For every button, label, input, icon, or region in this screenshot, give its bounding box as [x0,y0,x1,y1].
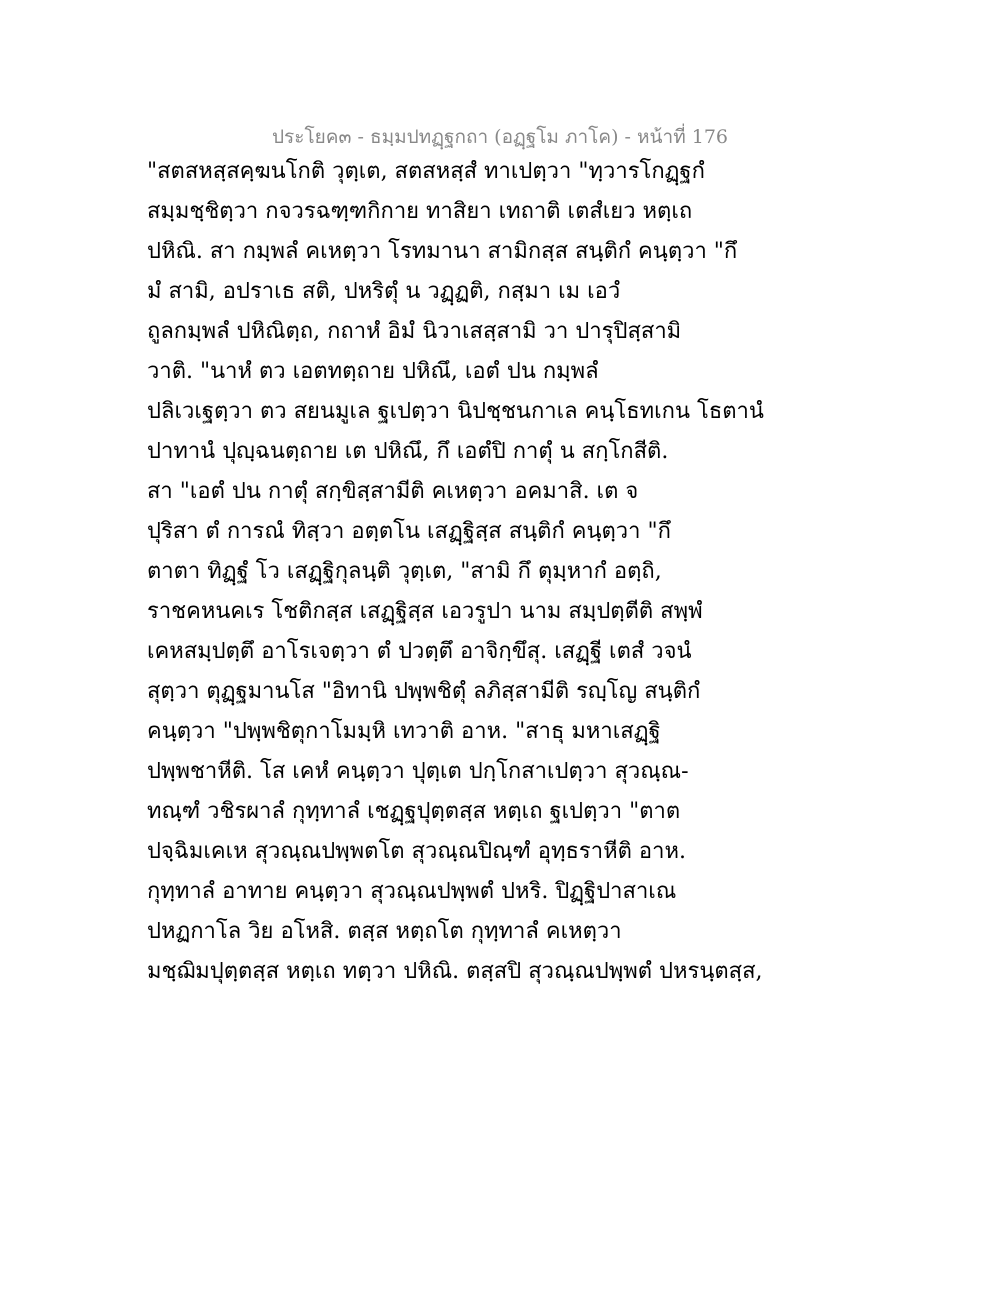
text-line: สมฺมชฺชิตฺวา กจวรฉฑฺฑกิกาย ทาสิยา เทถาติ เตสํเยว หตฺเถ [147,199,693,224]
text-line: "สตสหสฺสคฺฆนโกติ วุตฺเต, สตสหสฺสํ ทาเปตฺวา "ทฺวารโกฏฺฐกํ [147,159,705,184]
body-text [147,152,764,992]
text-line: สา "เอตํ ปน กาตุํ สกฺขิสฺสามีติ คเหตฺวา อคมาสิ. เต จ [147,479,639,504]
text-line: ทณฺฑํ วชิรผาลํ กุทฺทาลํ เชฏฺฐปุตฺตสฺส หตฺเถ ฐเปตฺวา "ตาต [147,799,681,824]
text-line: สุตฺวา ตุฏฺฐมานโส "อิทานิ ปพฺพชิตุํ ลภิสฺสามีติ รญฺโญ สนฺติกํ [147,679,701,704]
text-line: ปหิณิ. สา กมฺพลํ คเหตฺวา โรทมานา สามิกสฺส สนฺติกํ คนฺตฺวา "กึ [147,239,738,264]
text-line: ปุริสา ตํ การณํ ทิสฺวา อตฺตโน เสฏฺฐิสฺส สนฺติกํ คนฺตฺวา "กึ [147,519,671,544]
running-header: ประโยค๓ - ธมฺมปทฏฺฐกถา (อฏฺฐโม ภาโค) - หน้าที่ 176 [271,126,729,148]
text-line: ปจฺฉิมเคเห สุวณฺณปพฺพตโต สุวณฺณปิณฺฑํ อุทฺธราหีติ อาห. [147,839,686,864]
text-line: ปลิเวเฐตฺวา ตว สยนมูเล ฐเปตฺวา นิปชฺชนกาเล คนฺโธทเกน โธตานํ [147,399,764,424]
text-line: ราชคหนคเร โชติกสฺส เสฏฺฐิสฺส เอวรูปา นาม สมฺปตฺตีติ สพฺพํ [147,599,703,624]
text-line: วาติ. "นาหํ ตว เอตทตฺถาย ปหิณึ, เอตํ ปน กมฺพลํ [147,359,599,384]
text-line: ปพฺพชาหีติ. โส เคหํ คนฺตฺวา ปุตฺเต ปกฺโกสาเปตฺวา สุวณฺณ- [147,759,689,784]
text-line: เคหสมฺปตฺตึ อาโรเจตฺวา ตํ ปวตฺตึ อาจิกฺขึสุ. เสฏฺฐี เตสํ วจนํ [147,639,692,664]
text-line: มํ สามิ, อปราเธ สติ, ปหริตุํ น วฏฺฏติ, กสฺมา เม เอวํ [147,279,621,304]
text-line: กุทฺทาลํ อาทาย คนฺตฺวา สุวณฺณปพฺพตํ ปหริ. ปิฏฺฐิปาสาเณ [147,879,677,904]
text-line: ปาทานํ ปุญฺฉนตฺถาย เต ปหิณึ, กึ เอตํปิ กาตุํ น สกฺโกสีติ. [147,439,669,464]
text-line: คนฺตฺวา "ปพฺพชิตุกาโมมฺหิ เทวาติ อาห. "สาธุ มหาเสฏฺฐิ [147,719,661,744]
text-line: ถูลกมฺพลํ ปหิณิตฺถ, กถาหํ อิมํ นิวาเสสฺสามิ วา ปารุปิสฺสามิ [147,319,682,344]
text-line: ตาตา ทิฏฺฐํ โว เสฏฺฐิกุลนฺติ วุตฺเต, "สามิ กึ ตุมฺหากํ อตฺถิ, [147,559,662,584]
text-line: ปหฏกาโล วิย อโหสิ. ตสฺส หตฺถโต กุทฺทาลํ คเหตฺวา [147,919,622,944]
text-line: มชฺฌิมปุตฺตสฺส หตฺเถ ทตฺวา ปหิณิ. ตสฺสปิ สุวณฺณปพฺพตํ ปหรนฺตสฺส, [147,959,763,984]
